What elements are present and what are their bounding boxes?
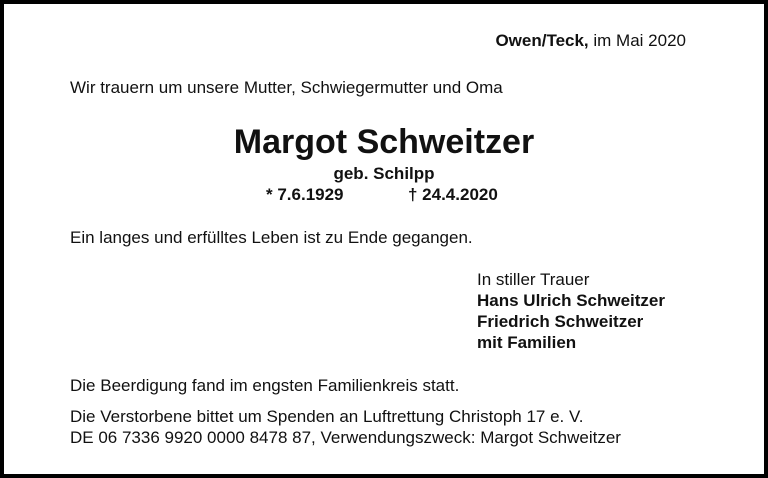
death-date: † 24.4.2020 bbox=[408, 185, 498, 204]
place-date bbox=[495, 31, 686, 51]
life-text: Ein langes und erfülltes Leben ist zu Ende gegangen. bbox=[70, 228, 473, 247]
mourner-name: mit Familien bbox=[477, 333, 577, 352]
birth-date: * 7.6.1929 bbox=[266, 185, 344, 204]
place: Owen/Teck, bbox=[495, 31, 589, 50]
donation-account: DE 06 7336 9920 0000 8478 87, Verwendungszweck: Margot Schweitzer bbox=[70, 428, 621, 447]
deceased-name: Margot Schweitzer bbox=[233, 123, 535, 161]
mourners-block bbox=[477, 269, 665, 353]
mourners-lead: In stiller Trauer bbox=[477, 270, 590, 289]
mourner-name: Hans Ulrich Schweitzer bbox=[477, 291, 666, 310]
mourner-name: Friedrich Schweitzer bbox=[477, 312, 644, 331]
donation-text: Die Verstorbene bittet um Spenden an Luftrettung Christoph 17 e. V. bbox=[70, 407, 584, 426]
funeral-text: Die Beerdigung fand im engsten Familienkreis statt. bbox=[70, 376, 460, 395]
date: im Mai 2020 bbox=[593, 31, 686, 50]
intro-text: Wir trauern um unsere Mutter, Schwiegermutter und Oma bbox=[70, 78, 503, 97]
maiden-name: geb. Schilpp bbox=[333, 164, 435, 183]
